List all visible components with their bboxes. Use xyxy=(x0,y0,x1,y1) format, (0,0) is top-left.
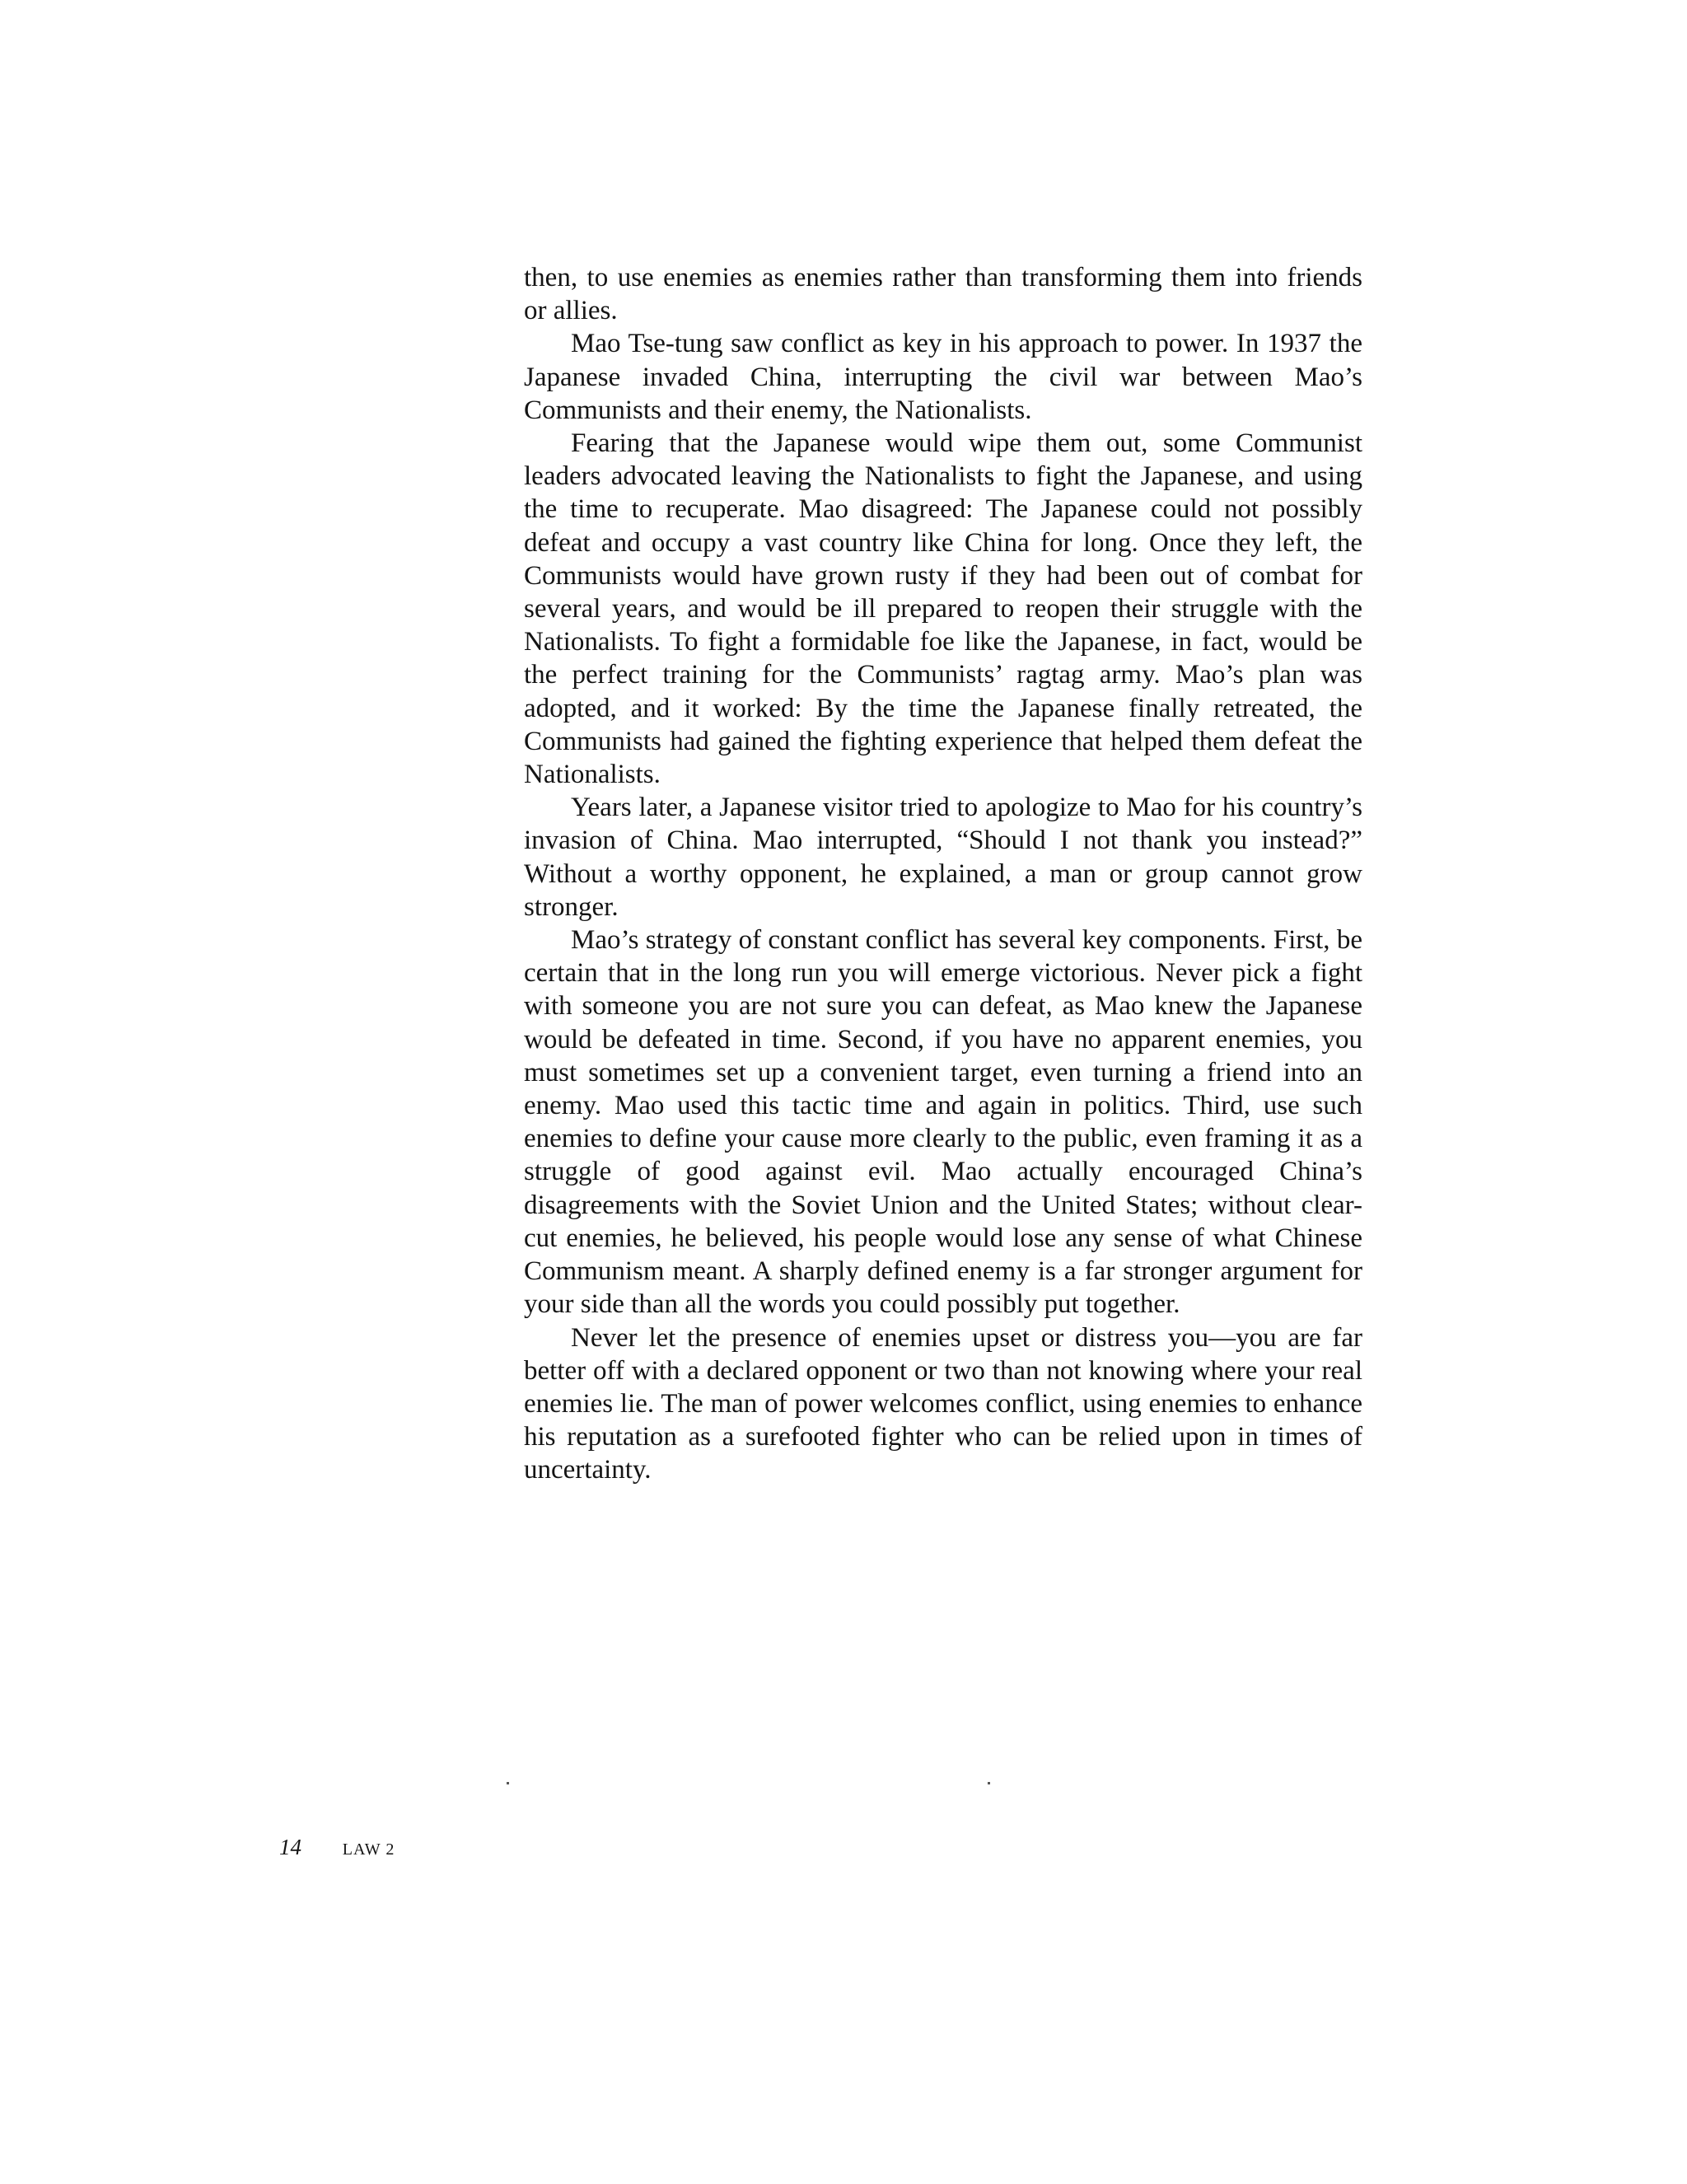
scan-speck-right xyxy=(988,1782,990,1784)
paragraph-communist-leaders: Fearing that the Japanese would wipe them out, some Communist leaders advocated leaving the Nationalists to fight the Japanese, and using the time to recuperate. Mao disagreed: The Japanese could not possibly defeat and occupy a vast country like China for long. Once they left, the Communists would have grown rusty if they had been out of combat for several years, and would be ill prepared to reopen their struggle with the Nationalists. To fight a formidable foe like the Japanese, in fact, would be the perfect training for the Communists’ ragtag army. Mao’s plan was adopted, and it worked: By the time the Japanese finally retreated, the Communists had gained the fighting experience that helped them defeat the Nationalists. xyxy=(524,428,1362,790)
page-number: 14 xyxy=(279,1835,301,1859)
paragraph-continued: then, to use enemies as enemies rather than transforming them into friends or allies. xyxy=(524,263,1362,326)
body-text xyxy=(524,261,1362,1487)
page-footer xyxy=(279,1834,395,1863)
running-head: LAW 2 xyxy=(342,1840,395,1859)
paragraph-mao-conflict: Mao Tse-tung saw conflict as key in his approach to power. In 1937 the Japanese invaded China, interrupting the civil war between Mao’s Communists and their enemy, the Nationalists. xyxy=(524,329,1362,425)
paragraph-japanese-visitor: Years later, a Japanese visitor tried to apologize to Mao for his country’s invasion of China. Mao interrupted, “Should I not thank you instead?” Without a worthy opponent, he explained, a man or group cannot grow stronger. xyxy=(524,793,1362,922)
paragraph-strategy-components: Mao’s strategy of constant conflict has several key components. First, be certain that in the long run you will emerge victorious. Never pick a fight with someone you are not sure you can defeat, as Mao knew the Japanese would be defeated in time. Second, if you have no apparent enemies, you must sometimes set up a convenient target, even turning a friend into an enemy. Mao used this tactic time and again in politics. Third, use such enemies to define your cause more clearly to the public, even framing it as a struggle of good against evil. Mao actually encouraged China’s disagreements with the Soviet Union and the United States; without clear-cut enemies, he believed, his people would lose any sense of what Chinese Communism meant. A sharply defined enemy is a far stronger argument for your side than all the words you could possibly put together. xyxy=(524,925,1362,1320)
paragraph-never-let-enemies: Never let the presence of enemies upset or distress you—you are far better off with a declared opponent or two than not knowing where your real enemies lie. The man of power welcomes conflict, using enemies to enhance his reputation as a surefooted fighter who can be relied upon in times of uncertainty. xyxy=(524,1322,1362,1485)
scan-speck-left xyxy=(507,1782,509,1784)
